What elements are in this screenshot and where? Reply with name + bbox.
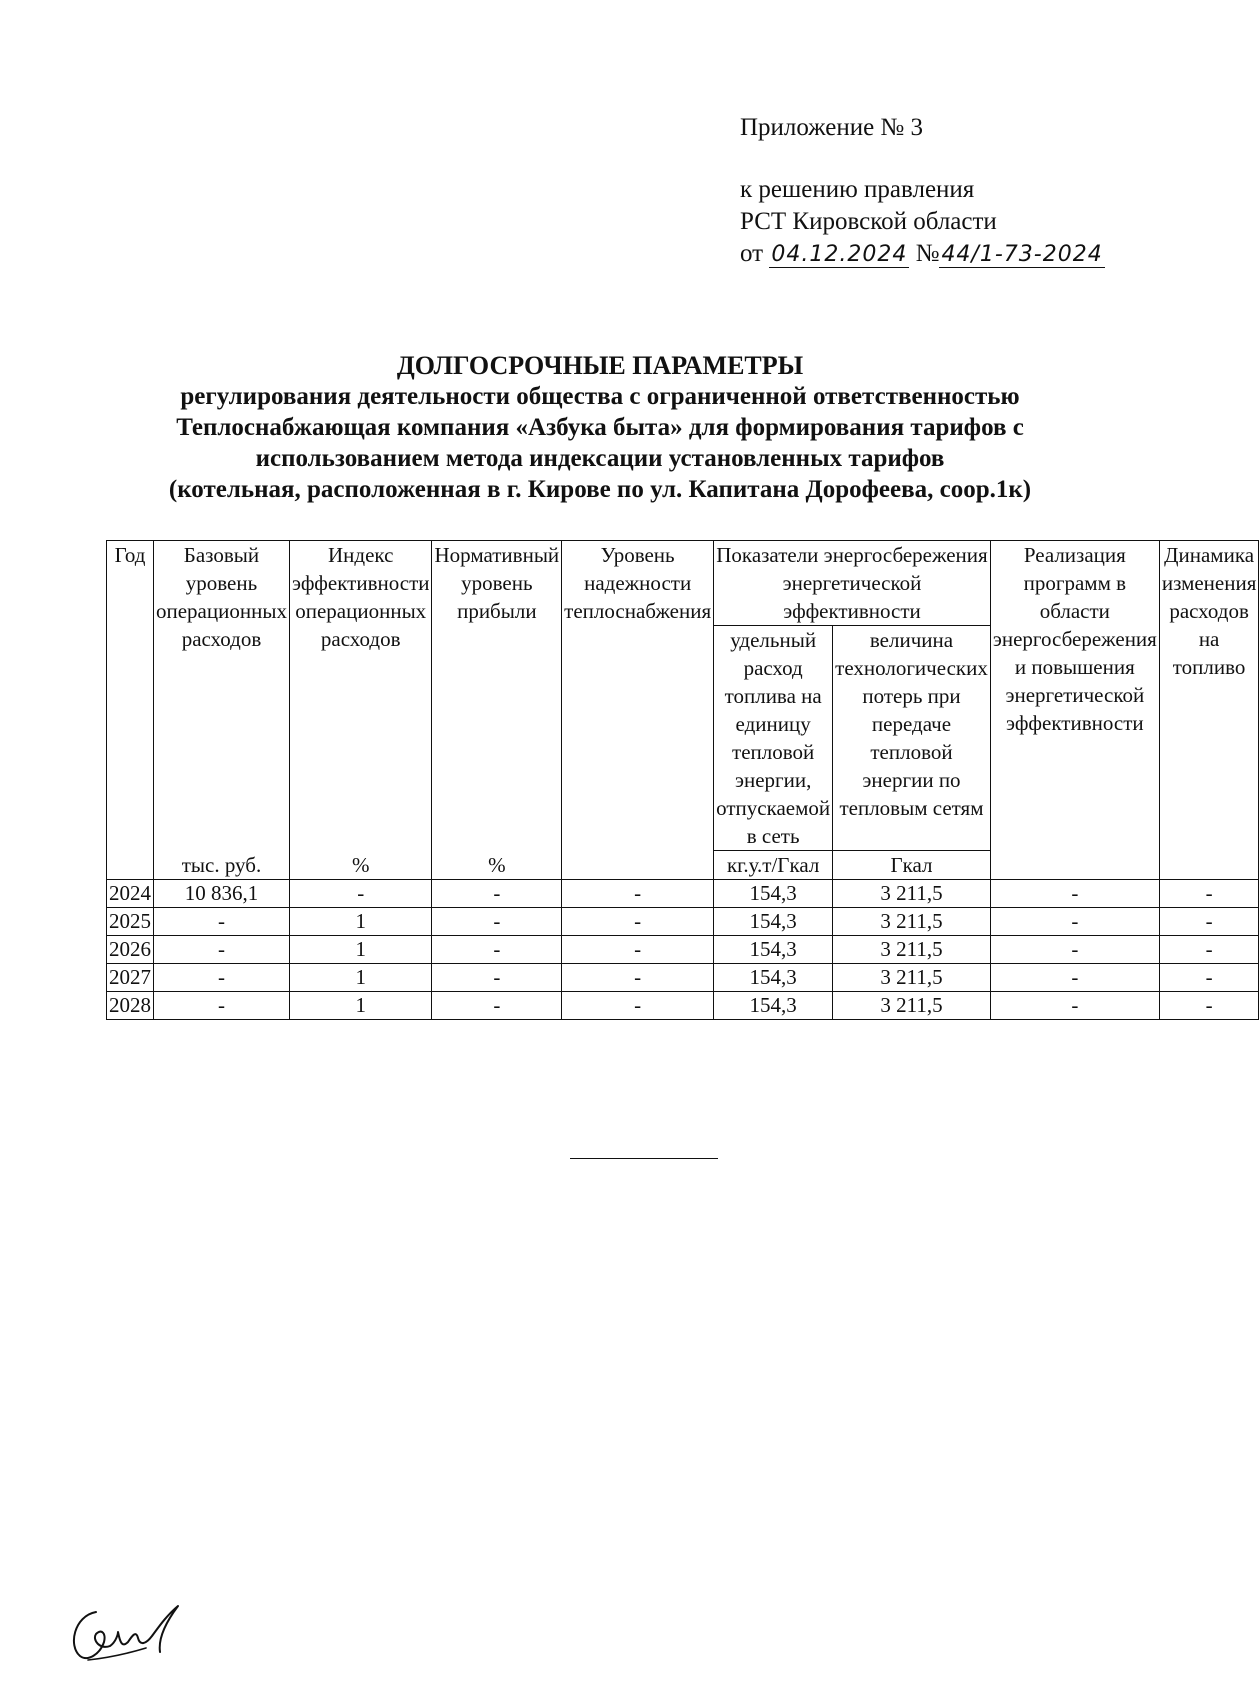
cell-reliability: - — [562, 964, 714, 992]
annex-date-line — [740, 238, 1105, 271]
cell-dynamics: - — [1159, 964, 1259, 992]
cell-index: 1 — [289, 992, 432, 1020]
cell-year: 2026 — [107, 936, 154, 964]
cell-dynamics: - — [1159, 936, 1259, 964]
cell-norm: - — [432, 880, 562, 908]
cell-base: - — [154, 908, 290, 936]
cell-reliability: - — [562, 908, 714, 936]
cell-fuel: 154,3 — [714, 964, 833, 992]
table-body — [107, 880, 1259, 1020]
cell-year: 2025 — [107, 908, 154, 936]
cell-norm: - — [432, 936, 562, 964]
cell-dynamics: - — [1159, 992, 1259, 1020]
unit-efficiency-index: % — [289, 851, 432, 880]
cell-program: - — [990, 936, 1159, 964]
cell-fuel: 154,3 — [714, 908, 833, 936]
cell-year: 2024 — [107, 880, 154, 908]
annex-decision-line: к решению правления — [740, 176, 975, 203]
unit-heat-losses: Гкал — [833, 851, 991, 880]
cell-program: - — [990, 964, 1159, 992]
cell-program: - — [990, 992, 1159, 1020]
table-row — [107, 880, 1259, 908]
cell-program: - — [990, 908, 1159, 936]
table-row — [107, 936, 1259, 964]
annex-authority-line: РСТ Кировской области — [740, 208, 997, 235]
document-heading — [0, 350, 1200, 505]
unit-base-opex: тыс. руб. — [154, 851, 290, 880]
cell-year: 2027 — [107, 964, 154, 992]
cell-program: - — [990, 880, 1159, 908]
cell-base: - — [154, 992, 290, 1020]
header-reliability: Уровень надежности теплоснабжения — [562, 541, 714, 880]
heading-line-1: регулирования деятельности общества с ограниченной ответственностью — [180, 383, 1020, 410]
cell-losses: 3 211,5 — [833, 992, 991, 1020]
cell-losses: 3 211,5 — [833, 964, 991, 992]
heading-line-4: (котельная, расположенная в г. Кирове по ул. Капитана Дорофеева, соор.1к) — [168, 476, 1032, 503]
cell-base: - — [154, 964, 290, 992]
separator-line — [570, 1158, 718, 1159]
cell-fuel: 154,3 — [714, 880, 833, 908]
table-row — [107, 992, 1259, 1020]
cell-dynamics: - — [1159, 880, 1259, 908]
cell-losses: 3 211,5 — [833, 880, 991, 908]
table-row — [107, 964, 1259, 992]
date-prefix: от — [740, 240, 764, 267]
number-prefix: № — [915, 240, 940, 267]
decision-number: 44/1-73-2024 — [941, 242, 1103, 267]
cell-index: 1 — [289, 936, 432, 964]
header-year: Год — [107, 541, 154, 851]
cell-reliability: - — [562, 880, 714, 908]
header-efficiency-index: Индекс эффективности операционных расходов — [289, 541, 432, 851]
cell-norm: - — [432, 908, 562, 936]
header-normative-profit: Нормативный уровень прибыли — [432, 541, 562, 851]
header-fuel-consumption: удельный расход топлива на единицу тепловой энергии, отпускаемой в сеть — [714, 626, 833, 851]
cell-reliability: - — [562, 992, 714, 1020]
parameters-table — [106, 540, 1259, 1020]
header-program: Реализация программ в области энергосбережения и повышения энергетической эффективности — [990, 541, 1159, 880]
cell-index: - — [289, 880, 432, 908]
unit-normative-profit: % — [432, 851, 562, 880]
cell-dynamics: - — [1159, 908, 1259, 936]
table-row — [107, 908, 1259, 936]
header-base-opex: Базовый уровень операционных расходов — [154, 541, 290, 851]
cell-index: 1 — [289, 908, 432, 936]
handwritten-signature-icon — [66, 1598, 196, 1668]
header-heat-losses: величина технологических потерь при передаче тепловой энергии по тепловым сетям — [833, 626, 991, 851]
cell-year: 2028 — [107, 992, 154, 1020]
unit-year — [107, 851, 154, 880]
header-fuel-dynamics: Динамика изменения расходов на топливо — [1159, 541, 1259, 880]
cell-fuel: 154,3 — [714, 992, 833, 1020]
cell-index: 1 — [289, 964, 432, 992]
decision-date: 04.12.2024 — [771, 242, 908, 267]
cell-reliability: - — [562, 936, 714, 964]
header-energy-saving-group: Показатели энергосбережения энергетической эффективности — [714, 541, 991, 626]
unit-fuel-consumption: кг.у.т/Гкал — [714, 851, 833, 880]
cell-base: - — [154, 936, 290, 964]
cell-losses: 3 211,5 — [833, 908, 991, 936]
cell-norm: - — [432, 992, 562, 1020]
annex-block — [740, 112, 1105, 271]
heading-main: ДОЛГОСРОЧНЫЕ ПАРАМЕТРЫ — [396, 351, 804, 380]
annex-title: Приложение № 3 — [740, 114, 924, 141]
cell-base: 10 836,1 — [154, 880, 290, 908]
cell-norm: - — [432, 964, 562, 992]
heading-line-2: Теплоснабжающая компания «Азбука быта» для формирования тарифов с — [176, 414, 1024, 441]
cell-fuel: 154,3 — [714, 936, 833, 964]
cell-losses: 3 211,5 — [833, 936, 991, 964]
heading-line-3: использованием метода индексации установленных тарифов — [255, 445, 945, 472]
